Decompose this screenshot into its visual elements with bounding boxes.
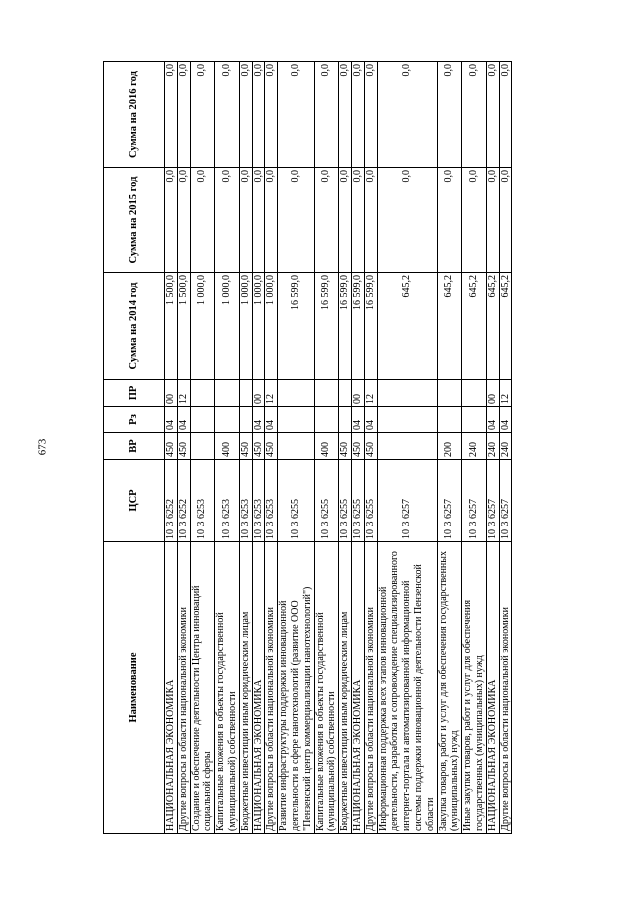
cell-name: НАЦИОНАЛЬНАЯ ЭКОНОМИКА [486, 542, 499, 834]
cell-sum-2015: 0,0 [215, 168, 240, 273]
cell-sum-2016: 0,0 [377, 62, 437, 168]
header-sum-2016: Сумма на 2016 год [104, 62, 165, 168]
cell-pr: 12 [499, 380, 512, 407]
table-row [377, 62, 437, 834]
cell-name: Капитальные вложения в объекты государственной (муниципальной) собственности [314, 542, 339, 834]
cell-rz: 04 [499, 407, 512, 433]
cell-sum-2016: 0,0 [499, 62, 512, 168]
budget-table [103, 61, 512, 834]
header-rz: Рз [104, 407, 165, 433]
header-sum-2015: Сумма на 2015 год [104, 168, 165, 273]
cell-vr: 450 [364, 433, 377, 460]
cell-name: Другие вопросы в области национальной экономики [177, 542, 190, 834]
cell-rz [339, 407, 352, 433]
cell-sum-2016: 0,0 [351, 62, 364, 168]
cell-pr: 12 [265, 380, 278, 407]
cell-sum-2015: 0,0 [486, 168, 499, 273]
cell-sum-2014: 645,2 [437, 273, 462, 380]
cell-name: Другие вопросы в области национальной экономики [364, 542, 377, 834]
cell-sum-2014: 645,2 [377, 273, 437, 380]
cell-name: Капитальные вложения в объекты государственной (муниципальной) собственности [215, 542, 240, 834]
cell-sum-2016: 0,0 [278, 62, 314, 168]
cell-pr [239, 380, 252, 407]
table-row [278, 62, 314, 834]
table-row [265, 62, 278, 834]
cell-name: Другие вопросы в области национальной экономики [499, 542, 512, 834]
cell-pr: 12 [177, 380, 190, 407]
cell-csr: 10 3 6255 [351, 460, 364, 542]
cell-sum-2016: 0,0 [265, 62, 278, 168]
table-row [177, 62, 190, 834]
cell-sum-2016: 0,0 [339, 62, 352, 168]
cell-pr [437, 380, 462, 407]
cell-rz [239, 407, 252, 433]
cell-pr: 12 [364, 380, 377, 407]
cell-vr: 400 [215, 433, 240, 460]
cell-vr: 450 [265, 433, 278, 460]
header-vr: ВР [104, 433, 165, 460]
cell-sum-2016: 0,0 [486, 62, 499, 168]
cell-name: Закупка товаров, работ и услуг для обеспечения государственных (муниципальных) нужд [437, 542, 462, 834]
cell-vr: 450 [252, 433, 265, 460]
cell-sum-2016: 0,0 [364, 62, 377, 168]
page-number: 673 [36, 438, 49, 456]
cell-pr [278, 380, 314, 407]
cell-csr: 10 3 6253 [265, 460, 278, 542]
table-header-row [104, 62, 165, 834]
cell-sum-2014: 1 500,0 [177, 273, 190, 380]
cell-name: Иные закупки товаров, работ и услуг для обеспечения государственных (муниципальных) нужд [462, 542, 487, 834]
cell-csr: 10 3 6255 [339, 460, 352, 542]
cell-rz [437, 407, 462, 433]
cell-sum-2016: 0,0 [314, 62, 339, 168]
cell-sum-2015: 0,0 [364, 168, 377, 273]
cell-sum-2015: 0,0 [339, 168, 352, 273]
header-sum-2014: Сумма на 2014 год [104, 273, 165, 380]
cell-vr: 240 [486, 433, 499, 460]
cell-rz: 04 [486, 407, 499, 433]
cell-sum-2014: 16 599,0 [314, 273, 339, 380]
cell-name: Развитие инфраструктуры поддержки инновационной деятельности в сфере нанотехнологий (развитие ООО "Пензенский центр коммерциализации нанотехнологий") [278, 542, 314, 834]
cell-vr: 450 [351, 433, 364, 460]
cell-csr: 10 3 6255 [314, 460, 339, 542]
cell-name: НАЦИОНАЛЬНАЯ ЭКОНОМИКА [252, 542, 265, 834]
cell-sum-2015: 0,0 [462, 168, 487, 273]
cell-rz [190, 407, 215, 433]
cell-sum-2016: 0,0 [252, 62, 265, 168]
cell-sum-2014: 16 599,0 [364, 273, 377, 380]
cell-sum-2015: 0,0 [165, 168, 178, 273]
cell-sum-2016: 0,0 [177, 62, 190, 168]
table-row [314, 62, 339, 834]
cell-csr: 10 3 6257 [486, 460, 499, 542]
table-row [499, 62, 512, 834]
cell-rz: 04 [351, 407, 364, 433]
cell-vr: 400 [314, 433, 339, 460]
cell-sum-2016: 0,0 [462, 62, 487, 168]
cell-vr: 240 [499, 433, 512, 460]
cell-name: Другие вопросы в области национальной экономики [265, 542, 278, 834]
cell-sum-2016: 0,0 [437, 62, 462, 168]
table-row [239, 62, 252, 834]
table-row [351, 62, 364, 834]
cell-vr [278, 433, 314, 460]
cell-sum-2015: 0,0 [314, 168, 339, 273]
cell-sum-2015: 0,0 [190, 168, 215, 273]
cell-pr: 00 [486, 380, 499, 407]
cell-pr: 00 [165, 380, 178, 407]
table-row [190, 62, 215, 834]
cell-csr: 10 3 6257 [377, 460, 437, 542]
cell-rz: 04 [177, 407, 190, 433]
table-row [486, 62, 499, 834]
cell-sum-2016: 0,0 [190, 62, 215, 168]
cell-sum-2015: 0,0 [437, 168, 462, 273]
header-csr: ЦСР [104, 460, 165, 542]
cell-sum-2015: 0,0 [239, 168, 252, 273]
cell-rz [215, 407, 240, 433]
cell-sum-2015: 0,0 [252, 168, 265, 273]
cell-rz: 04 [252, 407, 265, 433]
cell-sum-2014: 645,2 [499, 273, 512, 380]
cell-csr: 10 3 6257 [437, 460, 462, 542]
rotated-page-content [103, 62, 529, 834]
cell-rz [314, 407, 339, 433]
cell-sum-2014: 1 000,0 [190, 273, 215, 380]
table-row [165, 62, 178, 834]
cell-name: Информационная поддержка всех этапов инновационной деятельности, разработка и сопровождение специализированного интернет-портала и автоматизированной информационной системы поддержки инновационной деятельности Пензенской области [377, 542, 437, 834]
cell-sum-2014: 1 000,0 [215, 273, 240, 380]
cell-sum-2014: 1 000,0 [252, 273, 265, 380]
cell-sum-2015: 0,0 [499, 168, 512, 273]
cell-pr: 00 [252, 380, 265, 407]
cell-rz: 04 [265, 407, 278, 433]
table-row [252, 62, 265, 834]
cell-csr: 10 3 6252 [177, 460, 190, 542]
cell-name: Бюджетные инвестиции иным юридическим лицам [339, 542, 352, 834]
cell-sum-2014: 16 599,0 [278, 273, 314, 380]
header-pr: ПР [104, 380, 165, 407]
cell-pr: 00 [351, 380, 364, 407]
cell-csr: 10 3 6253 [239, 460, 252, 542]
cell-vr: 450 [177, 433, 190, 460]
cell-name: Создание и обеспечение деятельности Центра инноваций социальной сферы [190, 542, 215, 834]
cell-pr [462, 380, 487, 407]
table-row [462, 62, 487, 834]
cell-pr [215, 380, 240, 407]
cell-sum-2014: 16 599,0 [351, 273, 364, 380]
cell-vr [377, 433, 437, 460]
cell-pr [314, 380, 339, 407]
cell-vr [190, 433, 215, 460]
cell-csr: 10 3 6257 [499, 460, 512, 542]
cell-name: НАЦИОНАЛЬНАЯ ЭКОНОМИКА [351, 542, 364, 834]
cell-pr [190, 380, 215, 407]
cell-sum-2014: 1 000,0 [239, 273, 252, 380]
cell-sum-2015: 0,0 [265, 168, 278, 273]
cell-sum-2016: 0,0 [239, 62, 252, 168]
cell-sum-2016: 0,0 [215, 62, 240, 168]
cell-sum-2015: 0,0 [377, 168, 437, 273]
cell-sum-2015: 0,0 [177, 168, 190, 273]
cell-vr: 240 [462, 433, 487, 460]
table-row [364, 62, 377, 834]
cell-rz [462, 407, 487, 433]
cell-csr: 10 3 6253 [190, 460, 215, 542]
cell-pr [339, 380, 352, 407]
cell-rz: 04 [364, 407, 377, 433]
cell-vr: 450 [239, 433, 252, 460]
cell-vr: 450 [165, 433, 178, 460]
cell-sum-2014: 645,2 [462, 273, 487, 380]
table-row [339, 62, 352, 834]
cell-name: Бюджетные инвестиции иным юридическим лицам [239, 542, 252, 834]
table-row [215, 62, 240, 834]
cell-csr: 10 3 6255 [278, 460, 314, 542]
cell-csr: 10 3 6253 [215, 460, 240, 542]
cell-sum-2016: 0,0 [165, 62, 178, 168]
header-name: Наименование [104, 542, 165, 834]
cell-rz [377, 407, 437, 433]
cell-name: НАЦИОНАЛЬНАЯ ЭКОНОМИКА [165, 542, 178, 834]
cell-sum-2014: 16 599,0 [339, 273, 352, 380]
cell-sum-2015: 0,0 [278, 168, 314, 273]
cell-csr: 10 3 6255 [364, 460, 377, 542]
cell-pr [377, 380, 437, 407]
cell-vr: 200 [437, 433, 462, 460]
cell-rz: 04 [165, 407, 178, 433]
cell-csr: 10 3 6252 [165, 460, 178, 542]
cell-sum-2014: 1 000,0 [265, 273, 278, 380]
cell-sum-2015: 0,0 [351, 168, 364, 273]
cell-vr: 450 [339, 433, 352, 460]
cell-sum-2014: 645,2 [486, 273, 499, 380]
cell-csr: 10 3 6257 [462, 460, 487, 542]
table-row [437, 62, 462, 834]
cell-sum-2014: 1 500,0 [165, 273, 178, 380]
cell-rz [278, 407, 314, 433]
cell-csr: 10 3 6253 [252, 460, 265, 542]
